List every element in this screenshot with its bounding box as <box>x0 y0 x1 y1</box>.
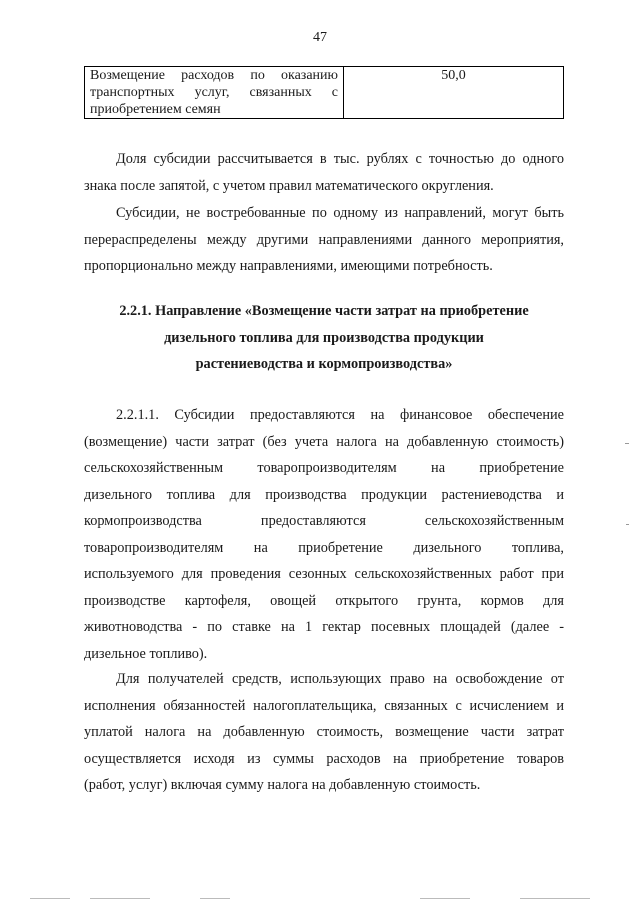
paragraph-line: (работ, услуг) включая сумму налога на добавленную стоимость. <box>84 777 481 793</box>
paragraph-line: дизельное топливо). <box>84 645 208 662</box>
table-row <box>85 67 564 119</box>
paragraph-line: Доля субсидии рассчитывается в тыс. рублях с точностью до одного <box>116 151 564 167</box>
scan-mark <box>625 443 629 444</box>
paragraph-line: животноводства - по ставке на 1 гектар посевных площадей (далее - <box>84 619 564 635</box>
paragraph-line: товаропроизводителям на приобретение дизельного топлива, <box>84 539 564 556</box>
paragraph-redistribution <box>84 200 564 280</box>
paragraph-line: (возмещение) части затрат (без учета налога на добавленную стоимость) <box>84 433 564 450</box>
paragraph-line: пропорционально между направлениями, имеющими потребность. <box>84 258 493 274</box>
scan-mark <box>420 898 470 899</box>
page-number: 47 <box>313 30 327 45</box>
scan-mark <box>626 524 629 525</box>
paragraph-line: знака после запятой, с учетом правил математического округления. <box>84 177 494 194</box>
heading-line: 2.2.1. Направление «Возмещение части затрат на приобретение <box>119 303 529 319</box>
heading-line: растениеводства и кормопроизводства» <box>195 356 453 372</box>
paragraph-line: перераспределены между другими направлениями данного мероприятия, <box>84 231 564 248</box>
section-heading <box>84 298 564 378</box>
paragraph-line: уплатой налога на добавленную стоимость, возмещение части затрат <box>84 724 564 740</box>
paragraph-line: дизельного топлива для производства продукции растениеводства и <box>84 486 564 503</box>
paragraph-vat-exemption <box>84 666 564 799</box>
table-cell-name-line: приобретением семян <box>90 102 221 117</box>
table-cell-name-line: Возмещение расходов по оказанию <box>90 68 338 83</box>
scan-mark <box>90 898 150 899</box>
paragraph-line: Для получателей средств, использующих право на освобождение от <box>116 671 564 687</box>
costs-table <box>84 66 564 119</box>
table-cell-name-line: транспортных услуг, связанных с <box>90 85 338 100</box>
scan-mark <box>30 898 70 899</box>
paragraph-subsidy-purpose <box>84 402 564 667</box>
scan-mark <box>200 898 230 899</box>
table-cell-name <box>85 67 344 119</box>
paragraph-line: сельскохозяйственным товаропроизводителям на приобретение <box>84 460 564 476</box>
paragraph-line: 2.2.1.1. Субсидии предоставляются на финансовое обеспечение <box>116 407 564 423</box>
paragraph-line: осуществляется исходя из суммы расходов на приобретение товаров <box>84 750 564 767</box>
heading-line: дизельного топлива для производства продукции <box>164 329 484 346</box>
paragraph-line: Субсидии, не востребованные по одному из направлений, могут быть <box>116 205 564 221</box>
paragraph-line: производстве картофеля, овощей открытого грунта, кормов для <box>84 592 564 609</box>
scan-mark <box>520 898 590 899</box>
table-cell-value: 50,0 <box>344 67 564 119</box>
paragraph-line: используемого для проведения сезонных сельскохозяйственных работ при <box>84 566 564 582</box>
paragraph-line: кормопроизводства предоставляются сельскохозяйственным <box>84 513 564 529</box>
paragraph-rounding <box>84 146 564 199</box>
paragraph-line: исполнения обязанностей налогоплательщика, связанных с исчислением и <box>84 697 564 714</box>
